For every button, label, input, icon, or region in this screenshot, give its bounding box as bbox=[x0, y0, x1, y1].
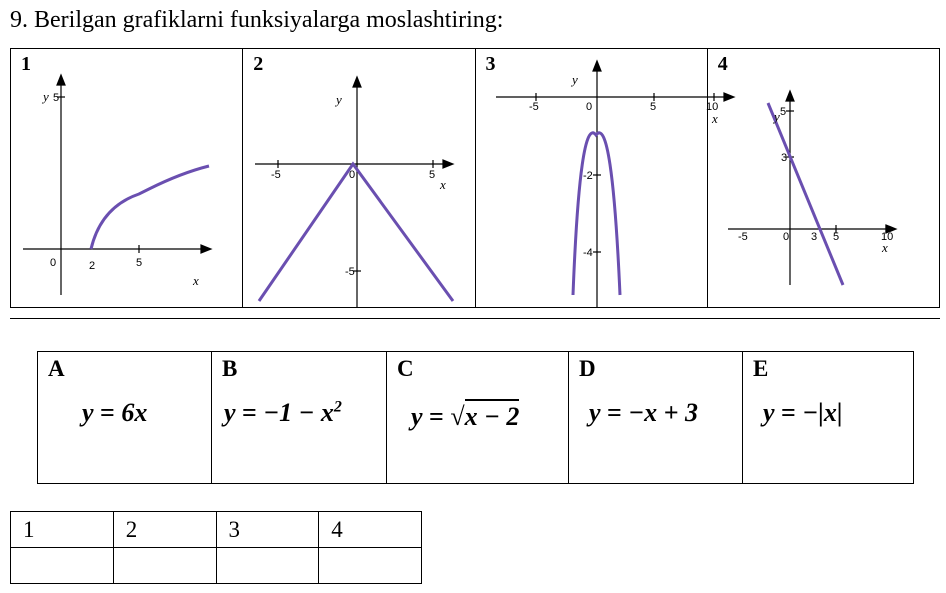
formula-expression: y = √x − 2 bbox=[411, 402, 519, 432]
formula-cell-c bbox=[387, 352, 569, 484]
formula-letter: A bbox=[48, 356, 65, 381]
svg-text:x: x bbox=[440, 177, 447, 192]
downward-parabola-graph bbox=[476, 49, 738, 308]
answer-header-4: 4 bbox=[319, 512, 422, 548]
svg-text:0: 0 bbox=[349, 169, 356, 181]
decreasing-line-graph bbox=[705, 49, 923, 308]
graph-number: 1 bbox=[21, 53, 31, 75]
answer-cell-3[interactable] bbox=[216, 548, 319, 584]
svg-text:10: 10 bbox=[880, 231, 893, 243]
svg-text:10: 10 bbox=[705, 101, 718, 113]
formula-cell-b bbox=[212, 352, 387, 484]
formula-letter: B bbox=[222, 356, 238, 381]
answer-cell-4[interactable] bbox=[319, 548, 422, 584]
svg-text:5: 5 bbox=[779, 106, 786, 118]
svg-text:5: 5 bbox=[429, 169, 436, 181]
graph-cell-4 bbox=[707, 49, 939, 308]
svg-text:-5: -5 bbox=[345, 266, 356, 278]
formula-letter: E bbox=[753, 356, 769, 381]
graph-number: 4 bbox=[717, 53, 728, 75]
sqrt-curve-graph bbox=[11, 49, 237, 308]
svg-text:2: 2 bbox=[89, 260, 96, 272]
answer-header-3: 3 bbox=[216, 512, 319, 548]
formula-letter: C bbox=[397, 356, 414, 381]
graph-number: 2 bbox=[253, 53, 264, 75]
svg-text:5: 5 bbox=[136, 257, 143, 269]
svg-text:y: y bbox=[43, 89, 49, 104]
formula-expression: y = −|x| bbox=[763, 398, 843, 427]
answer-cell-2[interactable] bbox=[113, 548, 216, 584]
formula-expression: y = −x + 3 bbox=[589, 398, 698, 427]
question-title: 9. Berilgan grafiklarni funksiyalarga moslashtiring: bbox=[10, 7, 504, 33]
svg-text:5: 5 bbox=[53, 92, 60, 104]
formulas-table bbox=[37, 351, 914, 484]
svg-text:-5: -5 bbox=[737, 231, 748, 243]
svg-text:0: 0 bbox=[50, 257, 57, 269]
formula-expression: $y = -1 - x^2$ bbox=[224, 398, 342, 427]
formula-cell-d bbox=[569, 352, 743, 484]
svg-text:-5: -5 bbox=[271, 169, 282, 181]
graph-number: 3 bbox=[485, 53, 496, 75]
answer-table bbox=[10, 511, 422, 584]
svg-text:3: 3 bbox=[780, 152, 787, 164]
svg-text:-2: -2 bbox=[582, 170, 593, 182]
negative-abs-graph bbox=[243, 49, 469, 308]
formula-letter: D bbox=[579, 356, 596, 381]
answer-header-1: 1 bbox=[11, 512, 114, 548]
graph-cell-3 bbox=[475, 49, 718, 308]
svg-text:0: 0 bbox=[585, 101, 592, 113]
svg-text:y: y bbox=[571, 72, 578, 87]
answer-cell-1[interactable] bbox=[11, 548, 114, 584]
svg-text:y: y bbox=[336, 92, 343, 107]
graph-cell-1 bbox=[11, 49, 243, 308]
separator-line bbox=[10, 318, 940, 319]
svg-text:x: x bbox=[881, 240, 888, 255]
svg-text:5: 5 bbox=[832, 231, 839, 243]
svg-text:3: 3 bbox=[810, 231, 817, 243]
formula-cell-e bbox=[743, 352, 914, 484]
svg-text:0: 0 bbox=[782, 231, 789, 243]
graph-cell-2 bbox=[243, 49, 475, 308]
svg-text:-5: -5 bbox=[528, 101, 539, 113]
formula-expression: y = 6x bbox=[82, 398, 148, 427]
svg-text:x: x bbox=[193, 273, 199, 288]
graphs-table bbox=[10, 48, 940, 308]
svg-text:5: 5 bbox=[649, 101, 656, 113]
svg-text:y: y bbox=[773, 109, 780, 124]
answer-header-2: 2 bbox=[113, 512, 216, 548]
formula-cell-a bbox=[38, 352, 212, 484]
svg-text:-4: -4 bbox=[582, 247, 593, 259]
svg-text:x: x bbox=[711, 111, 718, 126]
